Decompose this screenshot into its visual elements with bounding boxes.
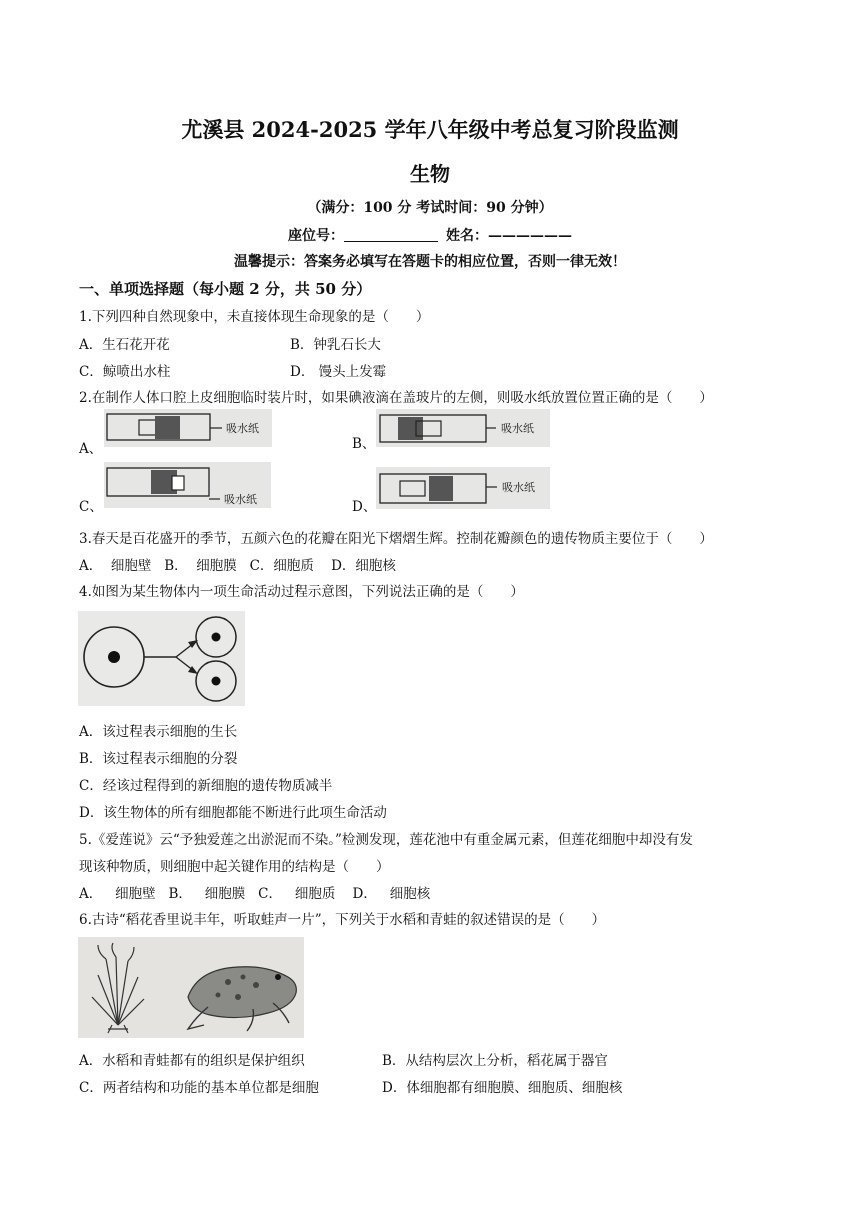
q6-option-c[interactable]: C．两者结构和功能的基本单位都是细胞 xyxy=(79,1080,319,1096)
q4-stem: 4.如图为某生物体内一项生命活动过程示意图，下列说法正确的是（ ） xyxy=(79,584,524,600)
q6-option-d[interactable]: D．体细胞都有细胞膜、细胞质、细胞核 xyxy=(382,1080,623,1096)
q2-figure-a xyxy=(104,409,272,447)
q4-option-b[interactable]: B．该过程表示细胞的分裂 xyxy=(79,751,238,767)
q2-option-a[interactable]: A、 xyxy=(79,441,103,457)
q2-a-paper-label: 吸水纸 xyxy=(226,422,259,435)
q2-option-b[interactable]: B、 xyxy=(352,436,376,452)
q2-figure-b xyxy=(376,409,550,447)
name-label: 姓名： xyxy=(446,228,488,244)
q1-option-a[interactable]: A．生石花开花 xyxy=(79,337,170,353)
q5-stem-line1: 5.《爱莲说》云“予独爱莲之出淤泥而不染。”检测发现，莲花池中有重金属元素，但莲花细胞中却没有发 xyxy=(79,832,693,848)
q3-stem: 3.春天是百花盛开的季节，五颜六色的花瓣在阳光下熠熠生辉。控制花瓣颜色的遗传物质主要位于（ ） xyxy=(79,531,713,547)
q2-stem: 2.在制作人体口腔上皮细胞临时装片时，如果碘液滴在盖玻片的左侧，则吸水纸放置位置正确的是（ ） xyxy=(79,390,713,406)
seat-blank[interactable] xyxy=(344,227,438,242)
seat-label: 座位号： xyxy=(288,228,344,244)
q4-option-c[interactable]: C．经该过程得到的新细胞的遗传物质减半 xyxy=(79,778,333,794)
seat-name-line xyxy=(0,225,860,245)
q2-option-c[interactable]: C、 xyxy=(79,499,103,515)
q2-figure-c xyxy=(104,462,271,508)
q6-option-a[interactable]: A．水稻和青蛙都有的组织是保护组织 xyxy=(79,1053,305,1069)
q6-rice-frog-figure xyxy=(78,937,304,1038)
q5-stem-line2: 现该种物质，则细胞中起关键作用的结构是（ ） xyxy=(79,859,390,875)
section-heading: 一、单项选择题（每小题 2 分，共 50 分） xyxy=(79,280,372,298)
q2-d-paper-label: 吸水纸 xyxy=(502,481,535,494)
q4-option-d[interactable]: D．该生物体的所有细胞都能不断进行此项生命活动 xyxy=(79,805,387,821)
q1-stem: 1.下列四种自然现象中，未直接体现生命现象的是（ ） xyxy=(79,309,430,325)
score-info: （满分：100 分 考试时间：90 分钟） xyxy=(307,200,553,216)
q6-option-b[interactable]: B．从结构层次上分析，稻花属于器官 xyxy=(382,1053,608,1069)
q1-option-c[interactable]: C．鲸喷出水柱 xyxy=(79,364,171,380)
frog-icon xyxy=(188,967,296,1031)
q2-b-paper-label: 吸水纸 xyxy=(501,422,534,435)
q5-options[interactable]: A． 细胞壁 B． 细胞膜 C． 细胞质 D． 细胞核 xyxy=(79,886,431,902)
q3-options[interactable]: A． 细胞壁 B． 细胞膜 C．细胞质 D．细胞核 xyxy=(79,558,396,574)
exam-title: 尤溪县 2024-2025 学年八年级中考总复习阶段监测 xyxy=(181,117,679,142)
q1-option-b[interactable]: B．钟乳石长大 xyxy=(290,337,381,353)
q4-cell-division-figure xyxy=(78,611,245,706)
notice: 温馨提示：答案务必填写在答题卡的相应位置，否则一律无效！ xyxy=(234,254,626,270)
name-blank[interactable]: —————— xyxy=(488,228,572,244)
q2-figure-d xyxy=(376,467,550,509)
rice-plant-icon xyxy=(92,943,144,1033)
q6-stem: 6.古诗“稻花香里说丰年，听取蛙声一片”，下列关于水稻和青蛙的叙述错误的是（ ） xyxy=(79,912,606,928)
q2-c-paper-label: 吸水纸 xyxy=(224,493,257,506)
q4-option-a[interactable]: A．该过程表示细胞的生长 xyxy=(79,724,238,740)
q2-option-d[interactable]: D、 xyxy=(352,499,377,515)
exam-subject: 生物 xyxy=(410,162,450,186)
q1-option-d[interactable]: D． 馒头上发霉 xyxy=(290,364,387,380)
